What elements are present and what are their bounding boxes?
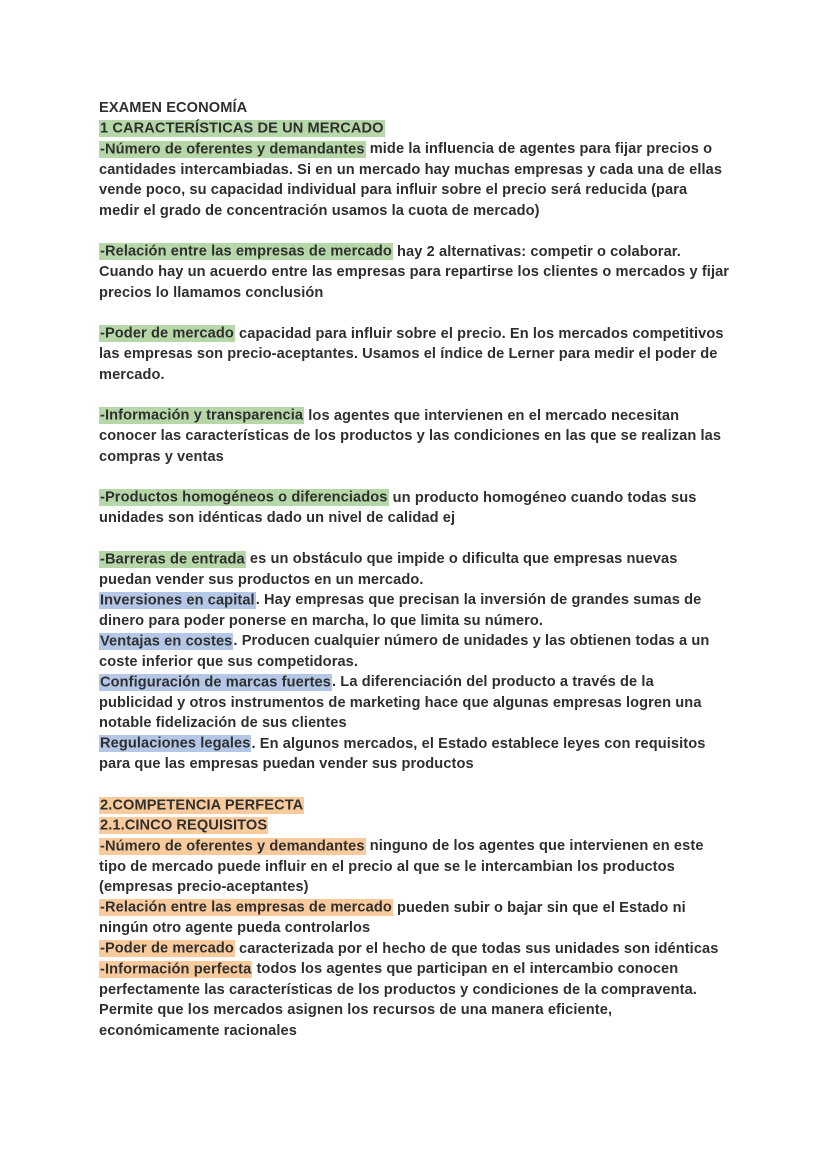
text-run: es un obstáculo que impide o dificulta que empresas nuevas puedan vender sus productos en un mercado. [99, 551, 678, 588]
paragraph-marcas [99, 672, 731, 734]
text-run: los agentes que intervienen en el mercado necesitan conocer las características de los productos y las condiciones en las que se realizan las compras y ventas [99, 407, 722, 465]
blank-line [99, 385, 731, 406]
text-run: capacidad para influir sobre el precio. En los mercados competitivos las empresas son precio-aceptantes. Usamos el índice de Lerner para medir el poder de mercado. [99, 325, 724, 383]
highlighted-phrase: Regulaciones legales [100, 735, 251, 752]
highlighted-phrase: 2.1.CINCO REQUISITOS [100, 817, 268, 834]
paragraph-informacion [99, 406, 731, 468]
text-run: un producto homogéneo cuando todas sus unidades son idénticas dado un nivel de calidad ej [99, 489, 697, 526]
highlighted-phrase: -Número de oferentes y demandantes [100, 141, 365, 157]
text-run: pueden subir o bajar sin que el Estado ni ningún otro agente pueda controlarlos [99, 899, 686, 936]
highlighted-phrase: 2.COMPETENCIA PERFECTA [100, 797, 304, 813]
paragraph-ventajas [99, 631, 731, 672]
highlighted-phrase: Ventajas en costes [100, 633, 233, 649]
highlighted-phrase: 1 CARACTERÍSTICAS DE UN MERCADO [100, 120, 384, 137]
paragraph-cp-oferentes [99, 836, 731, 898]
paragraph-productos [99, 488, 731, 529]
highlighted-phrase: -Productos homogéneos o diferenciados [100, 489, 388, 506]
blank-line [99, 303, 731, 324]
section-heading-1 [99, 119, 731, 140]
highlighted-phrase: -Barreras de entrada [100, 551, 245, 567]
highlighted-phrase: -Número de oferentes y demandantes [100, 838, 365, 854]
paragraph-relacion [99, 242, 731, 304]
text-run: EXAMEN ECONOMÍA [99, 100, 248, 116]
doc-title [99, 98, 731, 119]
paragraph-poder [99, 324, 731, 386]
text-run: caracterizada por el hecho de que todas sus unidades son idénticas [234, 940, 719, 957]
text-run: hay 2 alternativas: competir o colaborar. Cuando hay un acuerdo entre las empresas para repartirse los clientes o mercados y fijar precios lo llamamos conclusión [99, 243, 730, 301]
paragraph-inversiones [99, 590, 731, 631]
paragraph-barreras [99, 549, 731, 590]
highlighted-phrase: -Poder de mercado [100, 325, 234, 342]
paragraph-oferentes [99, 139, 731, 221]
text-run: mide la influencia de agentes para fijar precios o cantidades intercambiadas. Si en un mercado hay muchas empresas y cada una de ellas vende poco, su capacidad individual para influir sobre el precio será reducida (para medir el grado de concentración usamos la cuota de mercado) [99, 141, 723, 219]
highlighted-phrase: -Poder de mercado [100, 940, 234, 957]
paragraph-regulaciones [99, 734, 731, 775]
blank-line [99, 467, 731, 488]
highlighted-phrase: Configuración de marcas fuertes [100, 674, 331, 690]
text-run: . Producen cualquier número de unidades y las obtienen todas a un coste inferior que sus competidoras. [99, 633, 710, 670]
paragraph-cp-relacion [99, 898, 731, 939]
highlighted-phrase: Inversiones en capital [100, 592, 255, 608]
text-run: . La diferenciación del producto a través de la publicidad y otros instrumentos de marketing hace que algunas empresas logren una notable fidelización de sus clientes [99, 674, 702, 731]
text-run: todos los agentes que participan en el intercambio conocen perfectamente las características de los productos y condiciones de la compraventa. Permite que los mercados asignen los recursos de una manera eficiente, económicamente racionales [99, 961, 697, 1039]
highlighted-phrase: -Relación entre las empresas de mercado [100, 899, 392, 916]
highlighted-phrase: -Información y transparencia [100, 407, 304, 424]
paragraph-cp-informacion [99, 959, 731, 1041]
text-run: ninguno de los agentes que intervienen en este tipo de mercado puede influir en el precio al que se le intercambian los productos (empresas precio-aceptantes) [99, 838, 704, 895]
blank-line [99, 775, 731, 796]
paragraph-cp-poder [99, 939, 731, 960]
blank-line [99, 221, 731, 242]
text-run: . En algunos mercados, el Estado establece leyes con requisitos para que las empresas puedan vender sus productos [99, 735, 706, 772]
section-heading-2 [99, 795, 731, 816]
highlighted-phrase: -Relación entre las empresas de mercado [100, 243, 392, 260]
text-run: . Hay empresas que precisan la inversión de grandes sumas de dinero para poder ponerse en marcha, lo que limita su número. [99, 592, 702, 629]
highlighted-phrase: -Información perfecta [100, 961, 252, 977]
document-body [99, 98, 731, 1041]
section-heading-2-1 [99, 816, 731, 837]
blank-line [99, 529, 731, 550]
